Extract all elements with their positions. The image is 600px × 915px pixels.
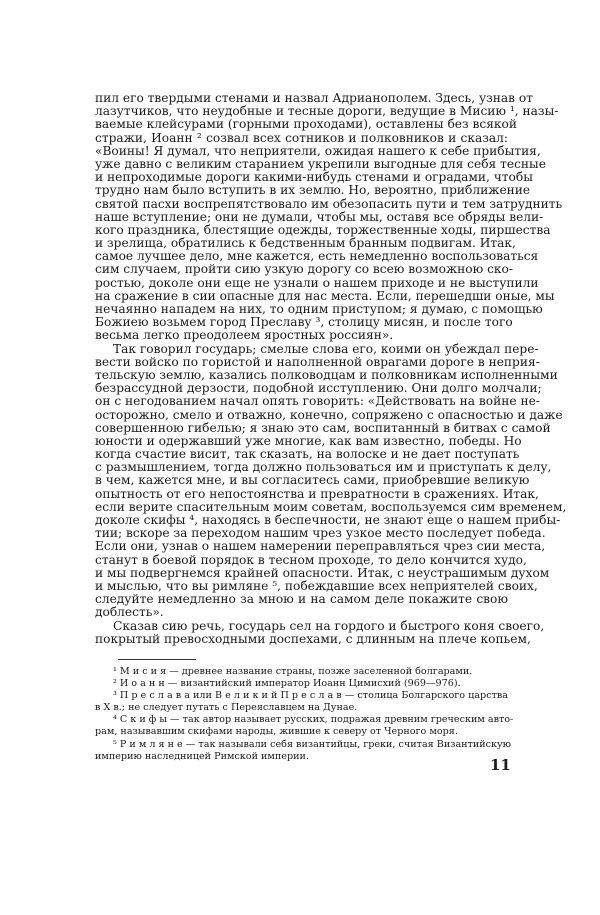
text-line: нечаянно нападем на них, то одним приступом; я думаю, с помощью — [95, 302, 543, 316]
text-line: тии; вскоре за переходом нашим чрез узкое место последует победа. — [95, 526, 546, 541]
footnote-line: ³ П р е с л а в а или В е л и к и й П р е с л а в — столица Болгарского царства — [113, 690, 508, 702]
footnote-line: ⁴ С к и ф ы — так автор называет русских, подражая древним греческим авто- — [113, 714, 514, 726]
text-line: сим случаем, пройти сию узкую дорогу со всею возможною ско- — [95, 262, 514, 277]
text-line: следуйте немедленно за мною и на самом деле покажите свою — [95, 592, 508, 607]
text-line: доколе скифы ⁴, находясь в беспечности, не знают еще о нашем прибы- — [95, 513, 561, 527]
text-line: и мы подвергнемся крайней опасности. Итак, с неустрашимым духом — [95, 565, 550, 580]
body-text — [95, 91, 567, 646]
text-line: в чем, кажется мне, и вы согласитесь сами, приобревшие великую — [95, 473, 530, 488]
text-line: стражи, Иоанн ² созвал всех сотников и полковников и сказал: — [95, 130, 508, 145]
text-line: пил его твердыми стенами и назвал Адрианополем. Здесь, узнав от — [95, 91, 533, 105]
text-line: святой пасхи воспрепятствовало им обезопасить пути и тем затруднить — [95, 196, 563, 211]
text-line: безрассудной дерзости, подобной исступлению. Они долго молчали; — [95, 381, 542, 396]
footnote-divider — [118, 659, 196, 660]
text-line: доблесть». — [95, 605, 164, 620]
text-line: кого праздника, блестящие одежды, торжественные ходы, пиршества — [95, 222, 551, 237]
text-line: станут в боевой порядок в тесном проходе, то дело кончится худо, — [95, 552, 527, 567]
text-line: весьма легко преодолеем яростных россиян». — [95, 328, 394, 343]
text-line: тельскую землю, казались полководцам и полковникам исполненными — [95, 367, 558, 382]
text-line: и непроходимые дороги какими-нибудь стенами и оградами, чтобы — [95, 170, 533, 185]
footnote-line: ⁵ Р и м л я н е — так называли себя византийцы, греки, считая Византийскую — [113, 738, 512, 750]
footnote-line: ¹ М и с и я — древнее название страны, позже заселенной болгарами. — [113, 666, 473, 677]
text-line: осторожно, смело и отважно, конечно, сопряжено с опасностью и даже — [95, 407, 563, 422]
text-line: ваемые клейсурами (горными проходами), оставлены без всякой — [95, 117, 517, 132]
footnote-line: империю наследницей Римской империи. — [95, 750, 309, 762]
text-line: опытность от его непостоянства и превратности в сражениях. Итак, — [95, 486, 539, 501]
text-line: трудно нам было вступить в их землю. Но, вероятно, приближение — [95, 183, 531, 198]
text-line: вести войско по гористой и наполненной оврагами дороге в неприя- — [95, 354, 540, 369]
text-line: и зрелища, обратились к бедственным бранным подвигам. Итак, — [95, 236, 516, 251]
footnote-line: в X в.; не следует путать с Переяславцем на Дунае. — [95, 702, 358, 714]
text-line: Божиею возьмем город Преславу ³, столицу мисян, и после того — [95, 315, 513, 330]
footnotes — [95, 666, 514, 763]
text-line: на сражение в сии опасные для нас места. Если, перешедши оные, мы — [95, 288, 555, 303]
footnote-line: рам, называвшим скифами народы, жившие к северу от Черного моря. — [95, 726, 458, 738]
text-line: покрытый превосходными доспехами, с длинным на плече копьем, — [95, 631, 531, 646]
text-line: ростью, доколе они еще не узнали о нашем приходе и не выступили — [95, 275, 539, 290]
text-line: юности и одержавший уже многие, как вам известно, победы. Но — [95, 433, 522, 448]
text-line: когда счастие висит, так сказать, на волоске и не дает поступать — [95, 447, 520, 462]
text-line: совершенною гибелью; я знаю это сам, воспитанный в битвах с самой — [95, 420, 551, 435]
page-number: 11 — [490, 756, 511, 774]
text-line: лазутчиков, что неудобные и тесные дороги, ведущие в Мисию ¹, назы- — [95, 104, 559, 119]
footnote-line: ² И о а н н — византийский император Иоанн Цимисхий (969—976). — [113, 678, 461, 690]
text-line: «Воины! Я думал, что неприятели, ожидая нашего к себе прибытия, — [95, 143, 541, 158]
text-line: самое лучшее дело, мне кажется, есть немедленно воспользоваться — [95, 249, 539, 264]
text-line: уже давно с великим старанием укрепили выгодные для себя тесные — [95, 156, 546, 171]
text-line: Сказав сию речь, государь сел на гордого и быстрого коня своего, — [113, 618, 545, 633]
text-line: если верите спасительным моим советам, воспользуемся сим временем, — [95, 499, 567, 514]
text-line: наше вступление; они не думали, чтобы мы, оставя все обряды вели- — [95, 209, 544, 224]
text-line: Если они, узнав о нашем намерении переправляться чрез сии места, — [95, 539, 546, 554]
text-line: и мыслью, что вы римляне ⁵, побеждавшие всех неприятелей своих, — [95, 578, 538, 593]
text-line: с размышлением, тогда должно пользоваться им и приступать к делу, — [95, 460, 552, 475]
text-line: он с негодованием начал опять говорить: «Действовать на войне не- — [95, 394, 540, 409]
text-line: Так говорил государь; смелые слова его, коими он убеждал пере- — [113, 341, 539, 356]
